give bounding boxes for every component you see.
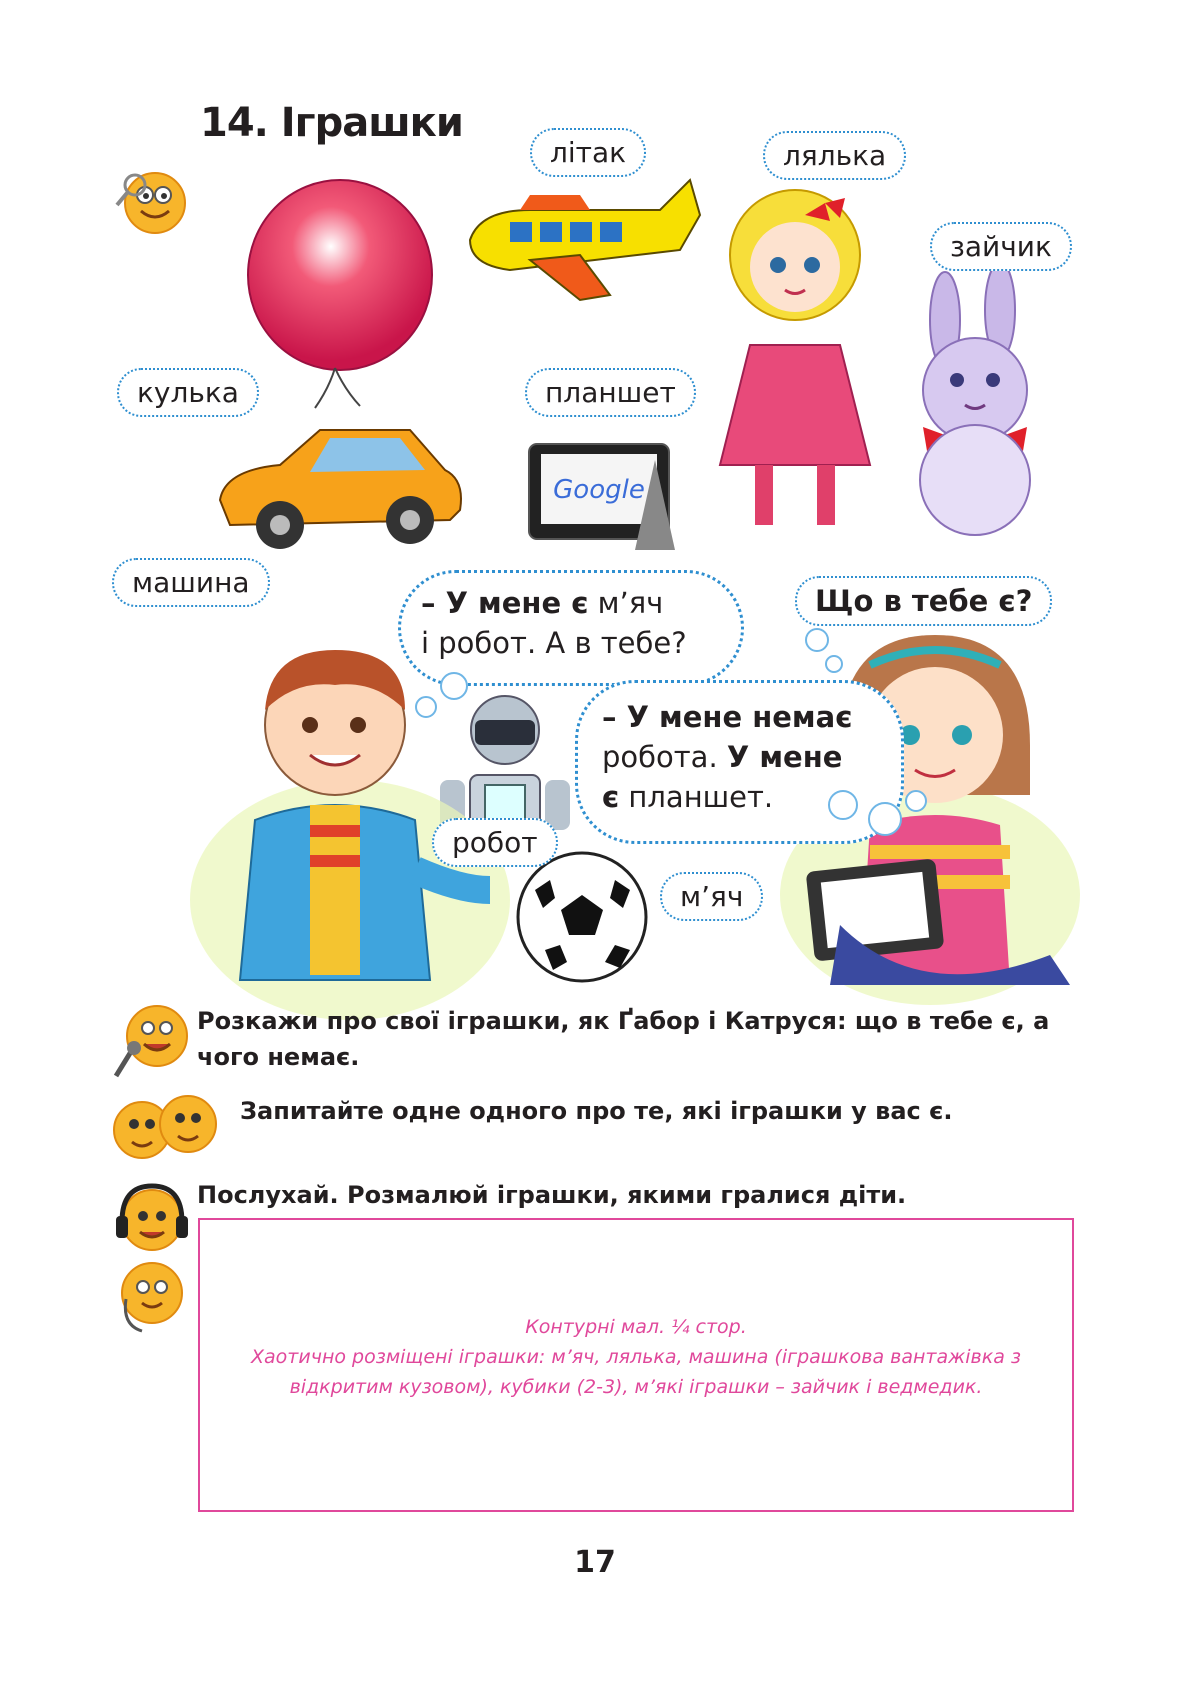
plane-illustration [450, 170, 710, 310]
task-tell-text: Розкажи про свої іграшки, як Ґабор і Катруся: що в тебе є, а чого немає. [197, 1007, 1050, 1071]
boy-bubble-dot [440, 672, 468, 700]
label-robot: робот [432, 818, 558, 867]
coloring-frame [198, 1218, 1074, 1512]
car-illustration [210, 410, 470, 560]
smiley-microphone-icon [112, 1000, 192, 1080]
label-ball: м’яч [660, 872, 763, 921]
two-smileys-icon [112, 1090, 222, 1170]
page-title: 14. Іграшки [200, 100, 463, 146]
girl-bubble-dot [828, 790, 858, 820]
frame-note-line1: Контурні мал. ¼ стор. [525, 1316, 747, 1338]
task-listen-text: Послухай. Розмалюй іграшки, якими гралися діти. [197, 1181, 907, 1209]
frame-note-line3: відкритим кузовом), кубики (2-3), м’які іграшки – зайчик і ведмедик. [289, 1376, 983, 1398]
frame-note-line2: Хаотично розміщені іграшки: м’яч, лялька, машина (іграшкова вантажівка з [251, 1346, 1021, 1368]
bunny-illustration [905, 270, 1075, 550]
label-plane: літак [530, 128, 646, 177]
google-logo-text: Google [553, 475, 645, 505]
page-number: 17 [574, 1545, 616, 1580]
balloon-illustration [235, 180, 455, 440]
smiley-headphones-icon [112, 1178, 192, 1258]
question-bubble-dot [805, 628, 829, 652]
label-balloon: кулька [117, 368, 259, 417]
smiley-magnifier-icon [113, 165, 193, 240]
question-bubble: Що в тебе є? [795, 576, 1052, 626]
girl-bubble-dot [868, 802, 902, 836]
girl-bubble-dot [905, 790, 927, 812]
label-doll: лялька [763, 131, 906, 180]
doll-illustration [695, 185, 895, 545]
tablet-illustration [525, 440, 685, 560]
question-bubble-dot [825, 655, 843, 673]
label-tablet: планшет [525, 368, 696, 417]
label-bunny: зайчик [930, 222, 1072, 271]
boy-speech-bubble: – У мене є м’яч і робот. А в тебе? [398, 570, 744, 686]
task-ask-text: Запитайте одне одного про те, які іграшки у вас є. [240, 1097, 953, 1125]
smiley-headset-icon [112, 1255, 192, 1335]
boy-bubble-dot [415, 696, 437, 718]
label-car: машина [112, 558, 270, 607]
soccer-ball-illustration [515, 850, 650, 985]
girl-speech-bubble: – У мене немає робота. У мене є планшет. [575, 680, 904, 844]
